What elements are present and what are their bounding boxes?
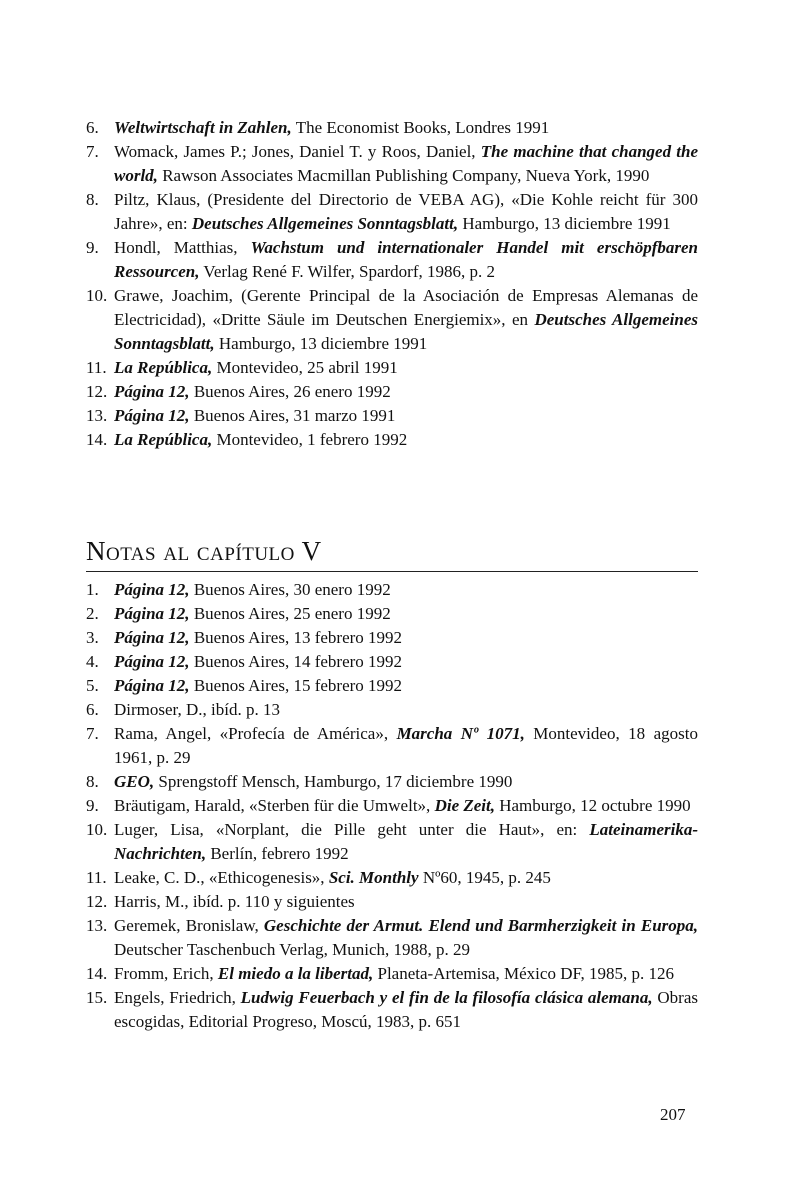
note-item: [86, 356, 698, 380]
note-item: [86, 914, 698, 962]
note-title-italic: La República,: [114, 358, 213, 377]
note-text: Berlín, febrero 1992: [206, 844, 349, 863]
note-text: Buenos Aires, 26 enero 1992: [189, 382, 391, 401]
note-text: Planeta-Artemisa, México DF, 1985, p. 126: [373, 964, 675, 983]
note-number: 6.: [86, 700, 99, 719]
note-number: 2.: [86, 604, 99, 623]
note-text: Fromm, Erich,: [114, 964, 218, 983]
note-text: Hamburgo, 12 octubre 1990: [494, 796, 691, 815]
note-text: Rawson Associates Macmillan Publishing Company, Nueva York, 1990: [157, 166, 650, 185]
note-text: Harris, M., ibíd. p. 110 y siguientes: [114, 892, 355, 911]
note-number: 3.: [86, 628, 99, 647]
note-text: Piltz, Klaus, (Presidente del Directorio de VEBA AG), «Die Kohle reicht für 300 Jahre», en:: [114, 190, 698, 233]
note-title-italic: The machine that changed the world,: [114, 142, 698, 185]
note-number: 12.: [86, 892, 108, 911]
note-item: [86, 890, 698, 914]
note-number: 11.: [86, 868, 107, 887]
note-number: 7.: [86, 724, 99, 743]
note-item: [86, 284, 698, 356]
note-title-italic: Sci. Monthly: [328, 868, 419, 887]
note-text: Hamburgo, 13 diciembre 1991: [214, 334, 428, 353]
note-number: 9.: [86, 796, 99, 815]
notes-list-continued: [86, 116, 698, 452]
note-text: Hamburgo, 13 diciembre 1991: [458, 214, 671, 233]
note-title-italic: El miedo a la libertad,: [217, 964, 374, 983]
notes-list-chapter-v: [86, 578, 698, 1034]
note-item: [86, 818, 698, 866]
note-text: Hondl, Matthias,: [114, 238, 251, 257]
note-text: Montevideo, 25 abril 1991: [212, 358, 398, 377]
note-number: 10.: [86, 286, 108, 305]
note-text: Sprengstoff Mensch, Hamburgo, 17 diciembre 1990: [154, 772, 513, 791]
note-item: [86, 428, 698, 452]
note-item: [86, 794, 698, 818]
note-text: Geremek, Bronislaw,: [114, 916, 264, 935]
note-title-italic: Marcha Nº 1071,: [396, 724, 525, 743]
note-text: Luger, Lisa, «Norplant, die Pille geht unter die Haut», en:: [114, 820, 590, 839]
note-number: 9.: [86, 238, 99, 257]
note-title-italic: Página 12,: [114, 628, 190, 647]
note-item: [86, 380, 698, 404]
note-text: Montevideo, 1 febrero 1992: [212, 430, 408, 449]
note-text: Grawe, Joachim, (Gerente Principal de la Asociación de Empresas Alemanas de Electricidad), «Dritte Säule im Deutschen Energiemix», en: [114, 286, 698, 329]
note-number: 10.: [86, 820, 108, 839]
note-item: [86, 986, 698, 1034]
note-title-italic: Deutsches Allgemeines Sonntagsblatt,: [191, 214, 459, 233]
note-number: 8.: [86, 190, 99, 209]
note-number: 11.: [86, 358, 107, 377]
note-title-italic: Wachstum und internationaler Handel mit erschöpfbaren Ressourcen,: [114, 238, 698, 281]
note-text: Engels, Friedrich,: [114, 988, 241, 1007]
note-item: [86, 404, 698, 428]
note-number: 4.: [86, 652, 99, 671]
note-text: The Economist Books, Londres 1991: [291, 118, 550, 137]
note-item: [86, 722, 698, 770]
note-title-italic: Lateinamerika-Nachrichten,: [114, 820, 698, 863]
note-text: Nº60, 1945, p. 245: [418, 868, 551, 887]
note-title-italic: Página 12,: [114, 382, 190, 401]
note-title-italic: Página 12,: [114, 406, 190, 425]
note-title-italic: Weltwirtschaft in Zahlen,: [114, 118, 292, 137]
note-text: Rama, Angel, «Profecía de América»,: [114, 724, 397, 743]
note-title-italic: Página 12,: [114, 652, 190, 671]
note-item: [86, 236, 698, 284]
note-item: [86, 140, 698, 188]
note-item: [86, 866, 698, 890]
page-number: 207: [660, 1105, 686, 1124]
note-number: 1.: [86, 580, 99, 599]
note-item: [86, 626, 698, 650]
note-text: Bräutigam, Harald, «Sterben für die Umwelt»,: [114, 796, 435, 815]
note-item: [86, 188, 698, 236]
note-title-italic: GEO,: [114, 772, 155, 791]
note-number: 6.: [86, 118, 99, 137]
note-title-italic: Página 12,: [114, 604, 190, 623]
note-item: [86, 962, 698, 986]
note-item: [86, 650, 698, 674]
note-item: [86, 674, 698, 698]
note-item: [86, 578, 698, 602]
note-number: 13.: [86, 406, 108, 425]
note-text: Buenos Aires, 30 enero 1992: [189, 580, 391, 599]
note-number: 14.: [86, 964, 108, 983]
note-title-italic: Ludwig Feuerbach y el fin de la filosofía clásica alemana,: [240, 988, 653, 1007]
note-text: Buenos Aires, 14 febrero 1992: [189, 652, 403, 671]
note-title-italic: La República,: [114, 430, 213, 449]
note-text: Obras escogidas, Editorial Progreso, Moscú, 1983, p. 651: [114, 988, 698, 1031]
note-text: Buenos Aires, 13 febrero 1992: [189, 628, 403, 647]
chapter-notes-heading: Notas al capítulo V: [86, 536, 698, 572]
note-title-italic: Geschichte der Armut. Elend und Barmherzigkeit in Europa,: [263, 916, 699, 935]
note-number: 14.: [86, 430, 108, 449]
note-number: 15.: [86, 988, 108, 1007]
note-item: [86, 770, 698, 794]
note-title-italic: Página 12,: [114, 676, 190, 695]
note-title-italic: Página 12,: [114, 580, 190, 599]
note-number: 5.: [86, 676, 99, 695]
note-text: Verlag René F. Wilfer, Spardorf, 1986, p. 2: [199, 262, 495, 281]
note-title-italic: Die Zeit,: [434, 796, 495, 815]
note-text: Buenos Aires, 25 enero 1992: [189, 604, 391, 623]
note-text: Leake, C. D., «Ethicogenesis»,: [114, 868, 329, 887]
note-item: [86, 698, 698, 722]
note-item: [86, 116, 698, 140]
note-text: Womack, James P.; Jones, Daniel T. y Roos, Daniel,: [114, 142, 481, 161]
note-item: [86, 602, 698, 626]
note-number: 13.: [86, 916, 108, 935]
note-text: Dirmoser, D., ibíd. p. 13: [114, 700, 280, 719]
note-text: Buenos Aires, 31 marzo 1991: [189, 406, 396, 425]
note-number: 7.: [86, 142, 99, 161]
note-text: Montevideo, 18 agosto 1961, p. 29: [114, 724, 698, 767]
note-text: Deutscher Taschenbuch Verlag, Munich, 1988, p. 29: [114, 940, 471, 959]
note-text: Buenos Aires, 15 febrero 1992: [189, 676, 403, 695]
note-title-italic: Deutsches Allgemeines Sonntagsblatt,: [114, 310, 698, 353]
note-number: 12.: [86, 382, 108, 401]
note-number: 8.: [86, 772, 99, 791]
